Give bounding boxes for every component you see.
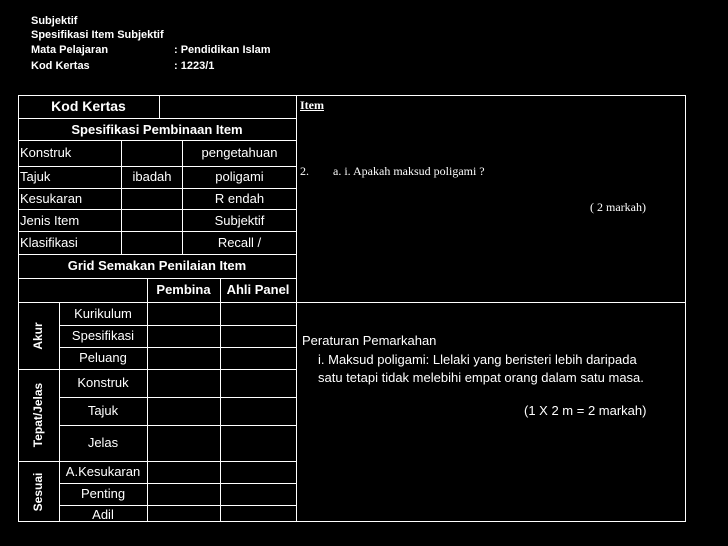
scheme-heading: Peraturan Pemarkahan	[302, 333, 437, 348]
divider	[18, 118, 296, 119]
group-tepat-jelas: Tepat/Jelas	[31, 382, 45, 448]
criterion-adil: Adil	[92, 507, 114, 522]
row-label-konstruk: Konstruk	[20, 145, 72, 160]
scheme-line-2: satu tetapi tidak melebihi empat orang dalam satu masa.	[318, 370, 644, 385]
subject-label: Mata Pelajaran	[31, 44, 109, 56]
row-value-tajuk: poligami	[215, 169, 264, 184]
criterion-peluang: Peluang	[79, 350, 127, 365]
divider	[59, 325, 296, 326]
code-value: : 1223/1	[174, 60, 215, 72]
row-label-jenis-item: Jenis Item	[20, 213, 80, 228]
group-akur: Akur	[31, 322, 45, 350]
criterion-spesifikasi: Spesifikasi	[71, 328, 135, 343]
divider	[18, 188, 296, 189]
criterion-konstruk: Konstruk	[77, 375, 129, 390]
divider	[59, 425, 296, 426]
row-label-kesukaran: Kesukaran	[20, 191, 83, 206]
divider	[59, 347, 296, 348]
divider	[18, 302, 686, 303]
doc-subtitle: Spesifikasi Item Subjektif	[31, 29, 164, 41]
question-number: 2.	[300, 164, 309, 178]
divider	[296, 95, 297, 522]
kod-kertas-label: Kod Kertas	[51, 98, 126, 114]
col-ahli-panel: Ahli Panel	[226, 282, 290, 297]
spec-heading: Spesifikasi Pembinaan Item	[71, 122, 243, 137]
row-label-klasifikasi: Klasifikasi	[20, 235, 78, 250]
divider	[18, 278, 296, 279]
divider	[59, 397, 296, 398]
row-value-kesukaran: R endah	[214, 191, 265, 206]
criterion-jelas: Jelas	[87, 435, 119, 450]
code-label: Kod Kertas	[31, 60, 90, 72]
row-label-tajuk: Tajuk	[20, 169, 51, 184]
criterion-tajuk: Tajuk	[87, 403, 119, 418]
divider	[59, 483, 296, 484]
row-value-klasifikasi: Recall /	[217, 235, 262, 250]
subject-value: : Pendidikan Islam	[174, 44, 271, 56]
row-value-konstruk: pengetahuan	[201, 145, 278, 160]
item-heading: Item	[300, 98, 324, 112]
row-value-jenis-item: Subjektif	[214, 213, 265, 228]
divider	[18, 209, 296, 210]
group-sesuai: Sesuai	[31, 472, 45, 512]
question-text: a. i. Apakah maksud poligami ?	[333, 164, 485, 178]
question-marks: ( 2 markah)	[590, 200, 646, 214]
code-row	[31, 59, 215, 73]
divider	[18, 140, 296, 141]
divider	[59, 505, 296, 506]
col-pembina: Pembina	[156, 282, 211, 297]
divider	[18, 231, 296, 232]
divider	[18, 254, 296, 255]
subject-row	[31, 43, 271, 57]
criterion-kurikulum: Kurikulum	[74, 306, 132, 321]
scheme-line-1: i. Maksud poligami: Llelaki yang beristeri lebih daripada	[318, 352, 637, 367]
divider	[18, 166, 296, 167]
scheme-marks: (1 X 2 m = 2 markah)	[524, 403, 647, 418]
divider	[220, 278, 221, 522]
doc-title: Subjektif	[31, 15, 78, 27]
criterion-kesukaran: A.Kesukaran	[65, 464, 141, 479]
criterion-penting: Penting	[80, 486, 126, 501]
divider	[121, 140, 122, 254]
divider	[147, 278, 148, 522]
grid-heading: Grid Semakan Penilaian Item	[67, 258, 247, 273]
divider	[159, 95, 160, 118]
row-mid-tajuk: ibadah	[132, 169, 172, 184]
